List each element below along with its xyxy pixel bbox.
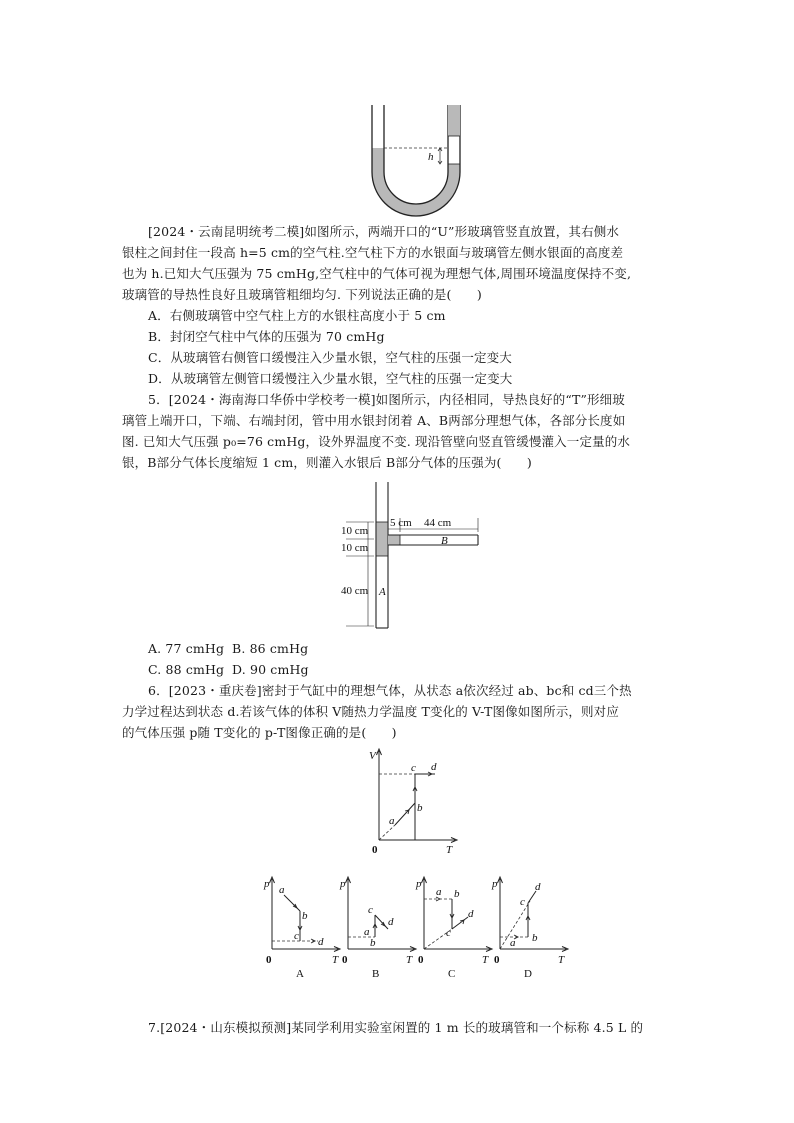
graph-a-point-a: a (279, 884, 285, 896)
graph-c-point-c: c (446, 927, 451, 939)
gas-a-label: A (379, 586, 386, 598)
q5-option-a: A. 77 cmHg (148, 641, 225, 656)
h-label: h (428, 151, 434, 163)
label-10cm-middle: 10 cm (341, 542, 369, 554)
graph-b-point-c: c (368, 904, 373, 916)
q5-line-1: 5．[2024・海南海口华侨中学校考一模]如图所示，内径相同，导热良好的“T”形细玻 (148, 392, 625, 407)
q4-line-1: [2024・云南昆明统考二模]如图所示，两端开口的“U”形玻璃管竖直放置，其右侧水 (148, 224, 620, 239)
choice-graph-d (490, 873, 572, 983)
choice-graph-c (414, 873, 496, 983)
graph-c-point-d: d (468, 908, 474, 920)
q4-option-d: D．从玻璃管左侧管口缓慢注入少量水银，空气柱的压强一定变大 (148, 371, 513, 386)
q4-option-a: A．右侧玻璃管中空气柱上方的水银柱高度小于 5 cm (148, 308, 446, 323)
graph-d-axis-p: p (492, 878, 498, 890)
label-40cm: 40 cm (341, 585, 369, 597)
graph-d-origin: 0 (494, 954, 500, 966)
graph-a-origin: 0 (266, 954, 272, 966)
label-5cm: 5 cm (390, 517, 412, 529)
graph-d-point-d: d (535, 881, 541, 893)
q4-option-b: B．封闭空气柱中气体的压强为 70 cmHg (148, 329, 385, 344)
graph-c-point-b: b (454, 888, 460, 900)
graph-c-label: C (448, 968, 456, 980)
graph-a-label: A (296, 968, 304, 980)
vt-axis-v: V (369, 750, 376, 762)
choice-graph-a (262, 873, 344, 983)
vt-origin: 0 (372, 844, 378, 856)
q4-line-3: 也为 h.已知大气压强为 75 cmHg,空气柱中的气体可视为理想气体,周围环境温度保持不变, (122, 266, 632, 281)
graph-a-point-b: b (302, 910, 308, 922)
q7-line-1: 7.[2024・山东模拟预测]某同学利用实验室闲置的 1 m 长的玻璃管和一个标称 4.5 L 的 (148, 1020, 644, 1035)
q5-line-4: 银，B部分气体长度缩短 1 cm，则灌入水银后 B部分气体的压强为( ) (122, 455, 532, 470)
q5-line-2: 璃管上端开口，下端、右端封闭，管中用水银封闭着 A、B两部分理想气体，各部分长度如 (122, 413, 626, 428)
graph-c-axis-p: p (416, 878, 422, 890)
label-44cm: 44 cm (424, 517, 452, 529)
q5-option-d: D. 90 cmHg (232, 662, 309, 677)
graph-c-point-a: a (436, 886, 442, 898)
graph-b-label: B (372, 968, 380, 980)
vt-graph (365, 745, 465, 860)
graph-d-axis-t: T (558, 954, 565, 966)
q4-line-4: 玻璃管的导热性良好且玻璃管粗细均匀. 下列说法正确的是( ) (122, 287, 482, 302)
graph-a-axis-t: T (332, 954, 339, 966)
graph-d-point-a: a (510, 937, 516, 949)
graph-c-origin: 0 (418, 954, 424, 966)
u-tube-figure (362, 100, 472, 220)
graph-a-point-c: c (294, 930, 299, 942)
graph-b-point-a: a (364, 926, 370, 938)
q6-line-1: 6．[2023・重庆卷]密封于气缸中的理想气体，从状态 a依次经过 ab、bc和 cd三个热 (148, 683, 632, 698)
vt-axis-t: T (446, 844, 453, 856)
graph-b-axis-p: p (340, 878, 346, 890)
q4-option-c: C．从玻璃管右侧管口缓慢注入少量水银，空气柱的压强一定变大 (148, 350, 512, 365)
gas-b-label: B (441, 535, 448, 547)
vt-point-d: d (431, 761, 437, 773)
graph-a-point-d: d (318, 936, 324, 948)
graph-b-axis-t: T (406, 954, 413, 966)
q5-line-3: 图. 已知大气压强 p₀=76 cmHg，设外界温度不变. 现沿管壁向竖直管缓慢灌入一定量的水 (122, 434, 631, 449)
graph-d-label: D (524, 968, 532, 980)
graph-c-axis-t: T (482, 954, 489, 966)
label-10cm-top: 10 cm (341, 525, 369, 537)
graph-d-point-c: c (520, 896, 525, 908)
q4-line-2: 银柱之间封住一段高 h=5 cm的空气柱.空气柱下方的水银面与玻璃管左侧水银面的高度差 (122, 245, 624, 260)
graph-b-point-b: b (370, 937, 376, 949)
graph-b-point-d: d (388, 916, 394, 928)
q5-option-b: B. 86 cmHg (232, 641, 309, 656)
vt-point-c: c (411, 762, 416, 774)
vt-point-a: a (389, 815, 395, 827)
vt-point-b: b (417, 802, 423, 814)
q6-line-2: 力学过程达到状态 d.若该气体的体积 V随热力学温度 T变化的 V-T图像如图所示，则对应 (122, 704, 619, 719)
graph-a-axis-p: p (264, 878, 270, 890)
t-tube-figure (338, 478, 488, 633)
q5-option-c: C. 88 cmHg (148, 662, 225, 677)
choice-graph-b (338, 873, 420, 983)
q6-line-3: 的气体压强 p随 T变化的 p-T图像正确的是( ) (122, 725, 397, 740)
graph-b-origin: 0 (342, 954, 348, 966)
graph-d-point-b: b (532, 932, 538, 944)
